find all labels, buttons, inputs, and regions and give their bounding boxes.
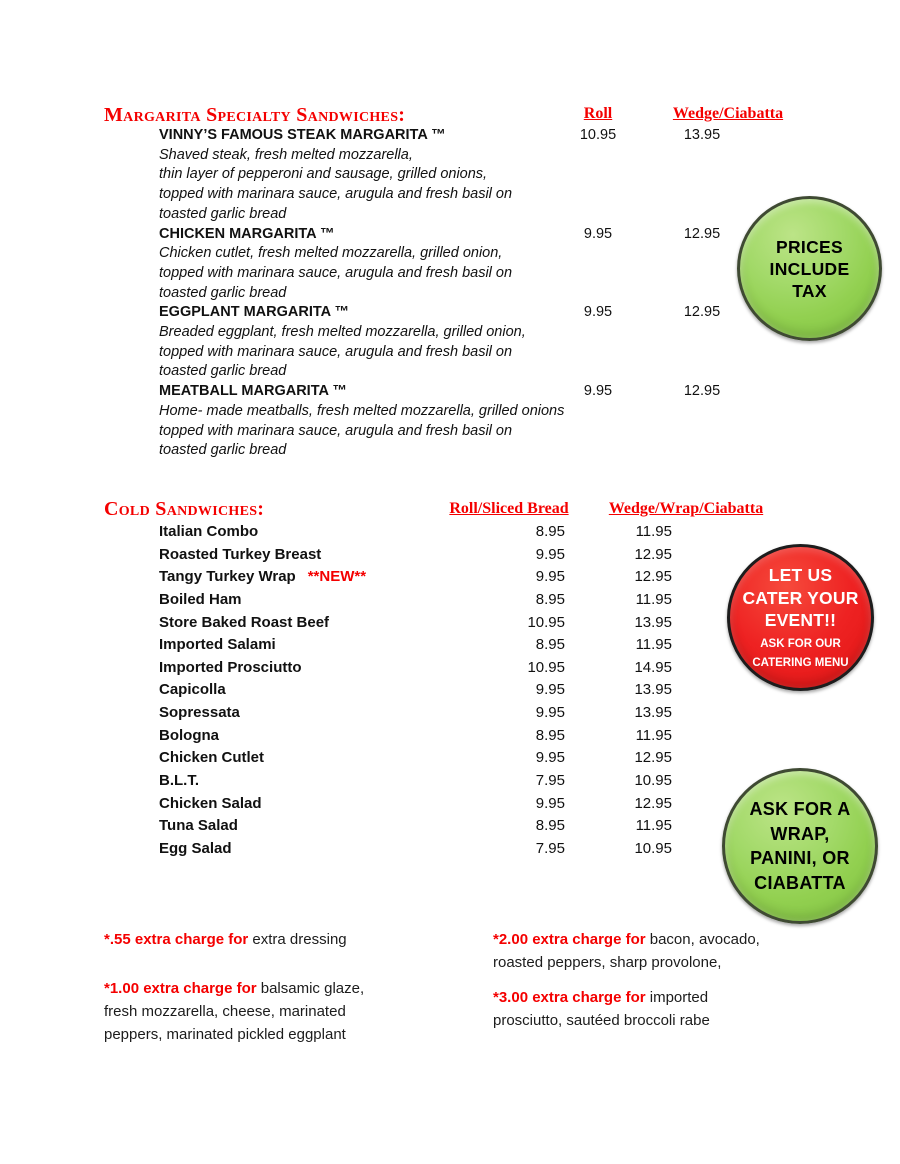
- item-price-wedge: 14.95: [634, 658, 672, 676]
- item-price-roll: 9.95: [583, 225, 613, 242]
- footnote-detail: extra dressing: [248, 931, 347, 948]
- badge-line: TAX: [792, 280, 827, 301]
- item-price-roll: 9.95: [535, 749, 565, 767]
- footnote-charge: *2.00 extra charge for: [493, 931, 646, 948]
- footnote-charge: *.55 extra charge for: [104, 931, 249, 948]
- item-price-wedge: 11.95: [635, 523, 672, 540]
- item-description-line: Breaded eggplant, fresh melted mozzarella, grilled onion,: [159, 324, 526, 341]
- footnote-detail: bacon, avocado,: [645, 931, 760, 948]
- item-price-roll: 7.95: [535, 772, 565, 790]
- footnote-charge: *1.00 extra charge for: [104, 980, 257, 997]
- item-price-roll: 9.95: [535, 545, 565, 563]
- item-price-roll: 8.95: [535, 817, 565, 835]
- badge-line: PRICES: [776, 236, 843, 257]
- cold-item-row: [0, 725, 900, 748]
- cold-item-row: [0, 521, 900, 544]
- footnote-line: peppers, marinated pickled eggplant: [104, 1026, 346, 1043]
- item-name: Tangy Turkey Wrap: [159, 568, 296, 586]
- item-description-line: toasted garlic bread: [159, 363, 287, 380]
- footnote-3-dollar: [493, 986, 783, 1032]
- catering-badge: [727, 544, 874, 691]
- item-description-line: Chicken cutlet, fresh melted mozzarella, grilled onion,: [159, 245, 503, 262]
- item-description-line: toasted garlic bread: [159, 205, 287, 222]
- item-price-roll: 8.95: [535, 726, 565, 744]
- item-name: Bologna: [159, 726, 219, 744]
- item-description-line: topped with marinara sauce, arugula and fresh basil on: [159, 186, 513, 203]
- item-price-wedge: 11.95: [635, 726, 672, 744]
- new-item-badge: **NEW**: [307, 568, 367, 586]
- item-name: MEATBALL MARGARITA ™: [159, 383, 347, 400]
- footnote-1-dollar: [104, 977, 404, 1046]
- cold-item-row: [0, 747, 900, 770]
- badge-line: CIABATTA: [754, 872, 846, 893]
- item-description-line: topped with marinara sauce, arugula and fresh basil on: [159, 422, 513, 439]
- item-price-roll: 10.95: [579, 127, 617, 143]
- item-price-roll: 9.95: [535, 794, 565, 812]
- item-price-roll: 9.95: [583, 304, 613, 321]
- item-name: Tuna Salad: [159, 817, 238, 835]
- item-price-roll: 8.95: [535, 636, 565, 654]
- item-price-roll: 10.95: [527, 658, 565, 676]
- cold-item-row: [0, 679, 900, 702]
- item-price-wedge: 12.95: [634, 545, 672, 563]
- footnote-line: [104, 928, 424, 951]
- item-description-line: Shaved steak, fresh melted mozzarella,: [159, 146, 413, 163]
- badge-line: PANINI, OR: [750, 848, 850, 868]
- item-name: Boiled Ham: [159, 590, 242, 608]
- badge-subline: CATERING MENU: [752, 657, 849, 670]
- badge-line: EVENT!!: [764, 610, 837, 631]
- prices-include-tax-badge: [737, 196, 882, 341]
- item-description-line: topped with marinara sauce, arugula and fresh basil on: [159, 264, 513, 281]
- item-name: Store Baked Roast Beef: [159, 613, 330, 631]
- badge-line: ASK FOR A: [749, 799, 851, 819]
- item-price-wedge: 13.95: [683, 127, 721, 143]
- item-description-line: toasted garlic bread: [159, 284, 287, 301]
- margarita-column-roll: Roll: [583, 105, 613, 122]
- item-price-wedge: 10.95: [634, 839, 672, 857]
- cold-section-title: Cold Sandwiches:: [104, 498, 265, 520]
- footnote-line: [104, 977, 404, 1000]
- footnote-55-cents: [104, 928, 424, 951]
- footnote-line: prosciutto, sautéed broccoli rabe: [493, 1012, 710, 1029]
- item-price-roll: 8.95: [535, 523, 565, 540]
- item-price-wedge: 11.95: [635, 817, 672, 835]
- footnote-line: fresh mozzarella, cheese, marinated: [104, 1003, 346, 1020]
- item-price-roll: 8.95: [535, 590, 565, 608]
- item-name: Chicken Salad: [159, 794, 262, 812]
- item-price-wedge: 12.95: [634, 568, 672, 586]
- item-name: B.L.T.: [159, 772, 199, 790]
- cold-column-roll-sliced-bread: Roll/Sliced Bread: [449, 500, 569, 517]
- item-price-roll: 10.95: [527, 613, 565, 631]
- cold-column-wedge-wrap-ciabatta: Wedge/Wrap/Ciabatta: [608, 500, 764, 517]
- item-price-wedge: 12.95: [634, 749, 672, 767]
- badge-line: INCLUDE: [769, 258, 850, 279]
- item-price-wedge: 12.95: [683, 304, 721, 321]
- item-name: Egg Salad: [159, 839, 232, 857]
- item-price-wedge: 13.95: [634, 681, 672, 699]
- wrap-panini-ciabatta-badge: [722, 768, 878, 924]
- footnote-2-dollar: [493, 928, 783, 974]
- item-price-roll: 9.95: [583, 383, 613, 400]
- footnote-line: roasted peppers, sharp provolone,: [493, 954, 722, 971]
- item-name: VINNY’S FAMOUS STEAK MARGARITA ™: [159, 127, 446, 143]
- footnote-line: [493, 986, 783, 1009]
- cold-item-row: [0, 702, 900, 725]
- item-name: Capicolla: [159, 681, 226, 699]
- item-price-roll: 7.95: [535, 839, 565, 857]
- badge-line: WRAP,: [770, 823, 830, 844]
- item-name: Imported Prosciutto: [159, 658, 302, 676]
- item-name: EGGPLANT MARGARITA ™: [159, 304, 350, 321]
- badge-line: CATER YOUR: [742, 587, 859, 608]
- footnote-detail: imported: [645, 989, 709, 1006]
- item-name: Italian Combo: [159, 523, 259, 540]
- item-name: Chicken Cutlet: [159, 749, 265, 767]
- item-name: Sopressata: [159, 704, 240, 722]
- badge-subline: ASK FOR OUR: [760, 637, 841, 650]
- item-description-line: thin layer of pepperoni and sausage, grilled onions,: [159, 166, 488, 183]
- item-name: CHICKEN MARGARITA ™: [159, 225, 335, 242]
- margarita-item: [0, 382, 900, 461]
- item-price-wedge: 11.95: [635, 636, 672, 654]
- item-price-wedge: 12.95: [683, 225, 721, 242]
- item-name: Imported Salami: [159, 636, 276, 654]
- badge-line: LET US: [768, 565, 833, 586]
- footnote-detail: balsamic glaze,: [256, 980, 365, 997]
- item-description-line: toasted garlic bread: [159, 442, 287, 459]
- item-name: Roasted Turkey Breast: [159, 545, 322, 563]
- item-price-roll: 9.95: [535, 568, 565, 586]
- item-price-wedge: 12.95: [634, 794, 672, 812]
- item-price-roll: 9.95: [535, 681, 565, 699]
- item-description-line: topped with marinara sauce, arugula and fresh basil on: [159, 343, 513, 360]
- item-price-wedge: 11.95: [635, 590, 672, 608]
- footnote-line: [493, 928, 783, 951]
- item-price-wedge: 13.95: [634, 704, 672, 722]
- item-price-wedge: 12.95: [683, 383, 721, 400]
- footnote-charge: *3.00 extra charge for: [493, 989, 646, 1006]
- item-description-line: Home- made meatballs, fresh melted mozzarella, grilled onions: [159, 402, 565, 419]
- margarita-section-title: Margarita Specialty Sandwiches:: [104, 104, 406, 126]
- margarita-column-wedge-ciabatta: Wedge/Ciabatta: [672, 105, 784, 122]
- item-price-wedge: 13.95: [634, 613, 672, 631]
- item-price-roll: 9.95: [535, 704, 565, 722]
- item-price-wedge: 10.95: [634, 772, 672, 790]
